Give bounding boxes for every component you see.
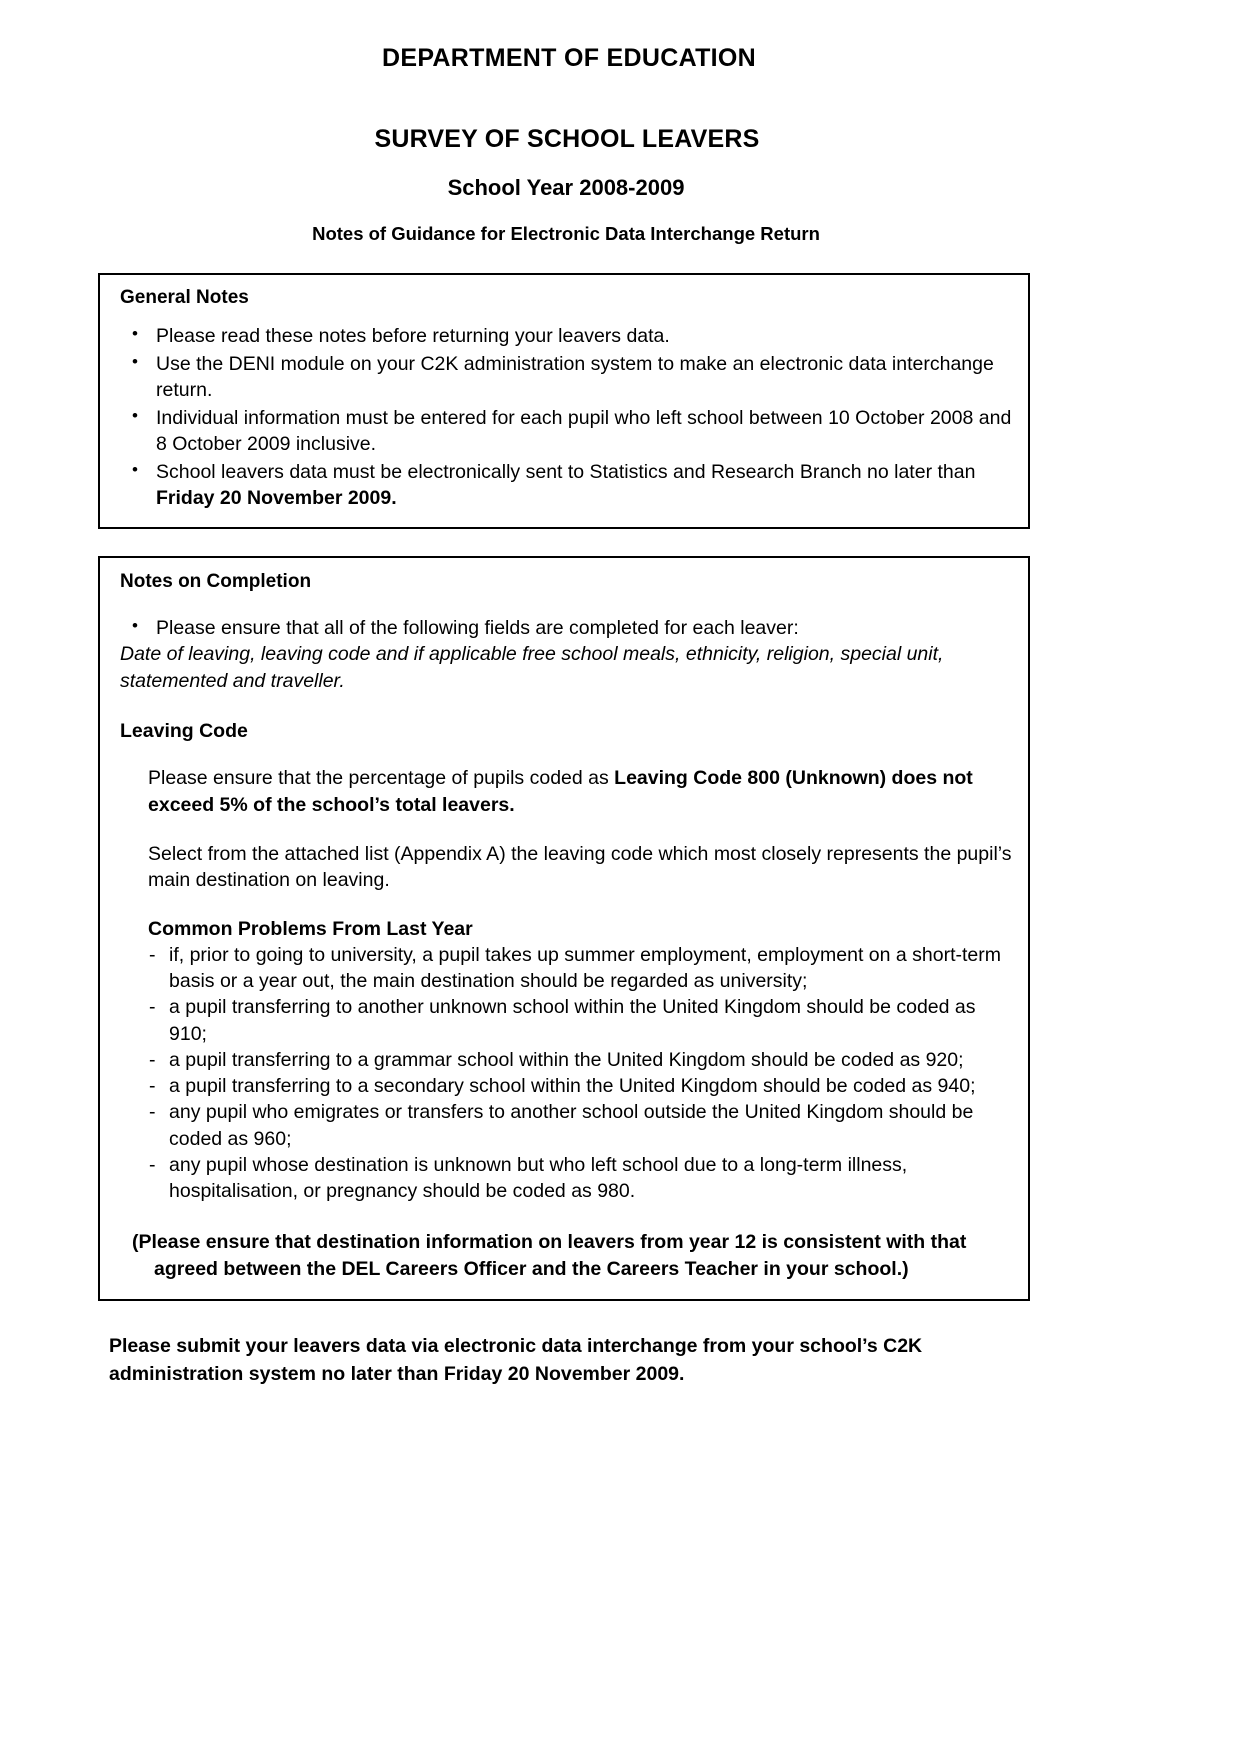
page-title-survey: SURVEY OF SCHOOL LEAVERS bbox=[374, 125, 760, 153]
general-note-text-3: Individual information must be entered for each pupil who left school between 10 October 2008 and 8 October 2009 inclusive. bbox=[156, 406, 1012, 456]
general-note-text-2: Use the DENI module on your C2K administration system to make an electronic data interchange return. bbox=[156, 352, 994, 402]
list-item bbox=[114, 351, 1014, 404]
common-problems-heading: Common Problems From Last Year bbox=[148, 917, 473, 940]
fields-required-bullet: • Please ensure that all of the following fields are completed for each leaver: bbox=[114, 615, 1014, 642]
common-problems-list bbox=[114, 942, 1014, 1204]
leaving-code-800-emphasis: Leaving Code 800 (Unknown) does not exceed 5% of the school’s total leavers. bbox=[148, 767, 973, 816]
leaving-code-800-paragraph bbox=[114, 765, 1014, 818]
list-item: - any pupil who emigrates or transfers to another school outside the United Kingdom should be coded as 960; bbox=[148, 1099, 1014, 1151]
list-item bbox=[114, 459, 1014, 512]
list-item: - a pupil transferring to a secondary school within the United Kingdom should be coded as 940; bbox=[148, 1073, 1014, 1099]
list-item: - if, prior to going to university, a pupil takes up summer employment, employment on a short-term basis or a year out, the main destination should be regarded as university; bbox=[148, 942, 1014, 994]
closing-submission-paragraph: Please submit your leavers data via electronic data interchange from your school’s C2K administration system no later than Friday 20 November 2009. bbox=[109, 1334, 923, 1385]
list-item bbox=[114, 323, 1014, 350]
general-notes-heading: General Notes bbox=[120, 287, 249, 308]
list-item: - a pupil transferring to a grammar school within the United Kingdom should be coded as 920; bbox=[148, 1047, 1014, 1073]
general-note-deadline: Friday 20 November 2009. bbox=[156, 487, 397, 510]
document-content bbox=[98, 0, 1030, 1388]
page-title-department: DEPARTMENT OF EDUCATION bbox=[381, 44, 756, 72]
general-note-text-4: School leavers data must be electronically sent to Statistics and Research Branch no later than bbox=[156, 460, 976, 483]
list-item: - any pupil whose destination is unknown but who left school due to a long-term illness, hospitalisation, or pregnancy should be coded as 980. bbox=[148, 1152, 1014, 1204]
general-notes-list bbox=[114, 323, 1014, 512]
leaving-code-800-text: Please ensure that the percentage of pupils coded as bbox=[148, 767, 615, 790]
general-note-text-1: Please read these notes before returning your leavers data. bbox=[156, 325, 670, 347]
list-item: - a pupil transferring to another unknown school within the United Kingdom should be coded as 910; bbox=[148, 994, 1014, 1046]
page-subtitle-guidance: Notes of Guidance for Electronic Data Interchange Return bbox=[312, 223, 820, 244]
list-item bbox=[114, 405, 1014, 458]
leaving-code-heading: Leaving Code bbox=[120, 720, 248, 743]
fields-italic-line-2: statemented and traveller. bbox=[120, 669, 345, 692]
notes-on-completion-box bbox=[98, 556, 1030, 1301]
page-subtitle-school-year: School Year 2008-2009 bbox=[447, 175, 685, 200]
notes-on-completion-heading: Notes on Completion bbox=[120, 570, 312, 592]
general-notes-box bbox=[98, 273, 1030, 529]
fields-italic-line-1: Date of leaving, leaving code and if applicable free school meals, ethnicity, religion, special unit, bbox=[120, 643, 944, 666]
appendix-a-paragraph: Select from the attached list (Appendix A) the leaving code which most closely represents the pupil’s main destination on leaving. bbox=[148, 842, 1012, 892]
year-12-consistency-note: (Please ensure that destination information on leavers from year 12 is consistent with that agreed between the DEL Careers Officer and the Careers Teacher in your school.) bbox=[132, 1231, 967, 1281]
